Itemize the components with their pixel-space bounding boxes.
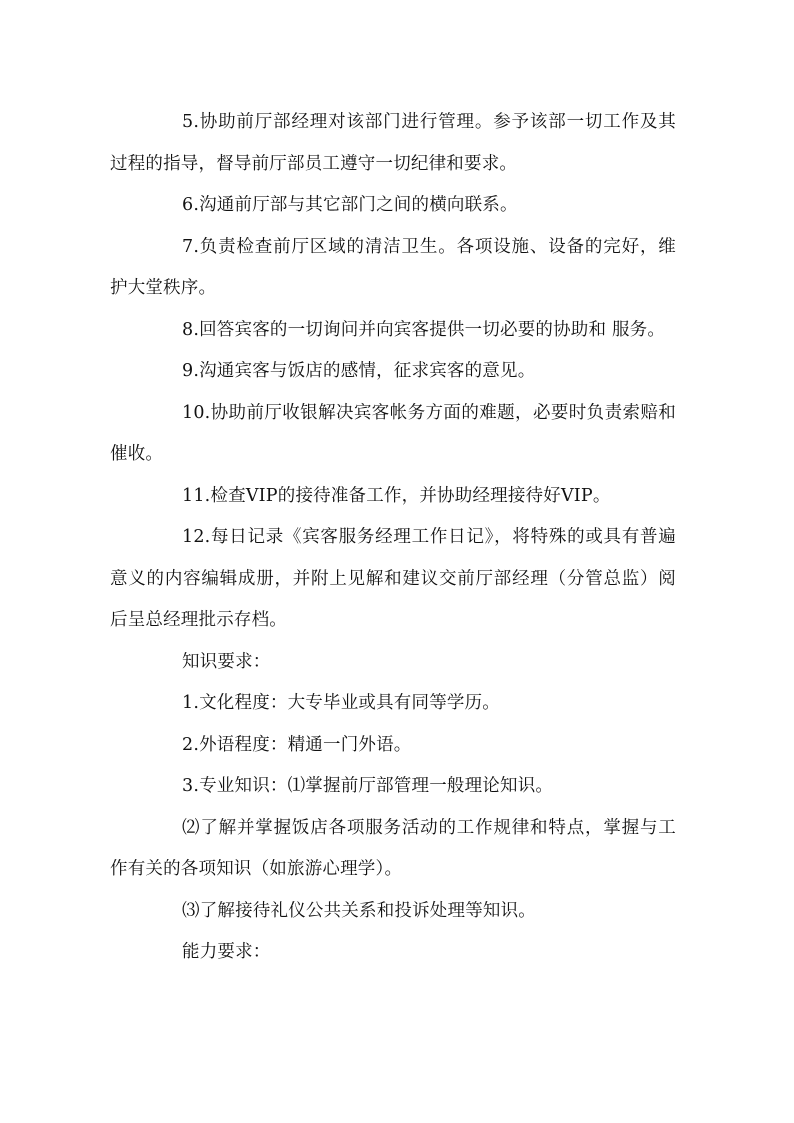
paragraph-item-8: 8.回答宾客的一切询问并向宾客提供一切必要的协助和 服务。 <box>182 319 666 340</box>
requirement-language: 2.外语程度：精通一门外语。 <box>182 734 412 755</box>
paragraph-item-10: 10.协助前厅收银解决宾客帐务方面的难题，必要时负责索赔和催收。 <box>110 402 676 464</box>
paragraph-item-12: 12.每日记录《宾客服务经理工作日记》，将特殊的或具有普遍意义的内容编辑成册，并附上见解和建议交前厅部经理（分管总监）阅后呈总经理批示存档。 <box>110 527 676 630</box>
requirement-education: 1.文化程度：大专毕业或具有同等学历。 <box>182 693 500 713</box>
requirement-subitem-3: ⑶了解接待礼仪公共关系和投诉处理等知识。 <box>182 900 536 921</box>
paragraph-item-11: 11.检查VIP的接待准备工作，并协助经理接待好VIP。 <box>182 485 611 506</box>
section-heading-ability: 能力要求： <box>182 942 271 962</box>
section-heading-knowledge: 知识要求： <box>182 651 271 672</box>
requirement-professional: 3.专业知识：⑴掌握前厅部管理一般理论知识。 <box>182 776 554 796</box>
paragraph-item-7: 7.负责检查前厅区域的清洁卫生。各项设施、设备的完好，维护大堂秩序。 <box>110 236 676 298</box>
paragraph-item-5: 5.协助前厅部经理对该部门进行管理。参予该部一切工作及其过程的指导，督导前厅部员工遵守一切纪律和要求。 <box>110 112 676 174</box>
requirement-subitem-2: ⑵了解并掌握饭店各项服务活动的工作规律和特点，掌握与工作有关的各项知识（如旅游心理学）。 <box>110 817 676 879</box>
paragraph-item-6: 6.沟通前厅部与其它部门之间的横向联系。 <box>182 195 518 215</box>
paragraph-item-9: 9.沟通宾客与饭店的感情，征求宾客的意见。 <box>182 361 536 381</box>
